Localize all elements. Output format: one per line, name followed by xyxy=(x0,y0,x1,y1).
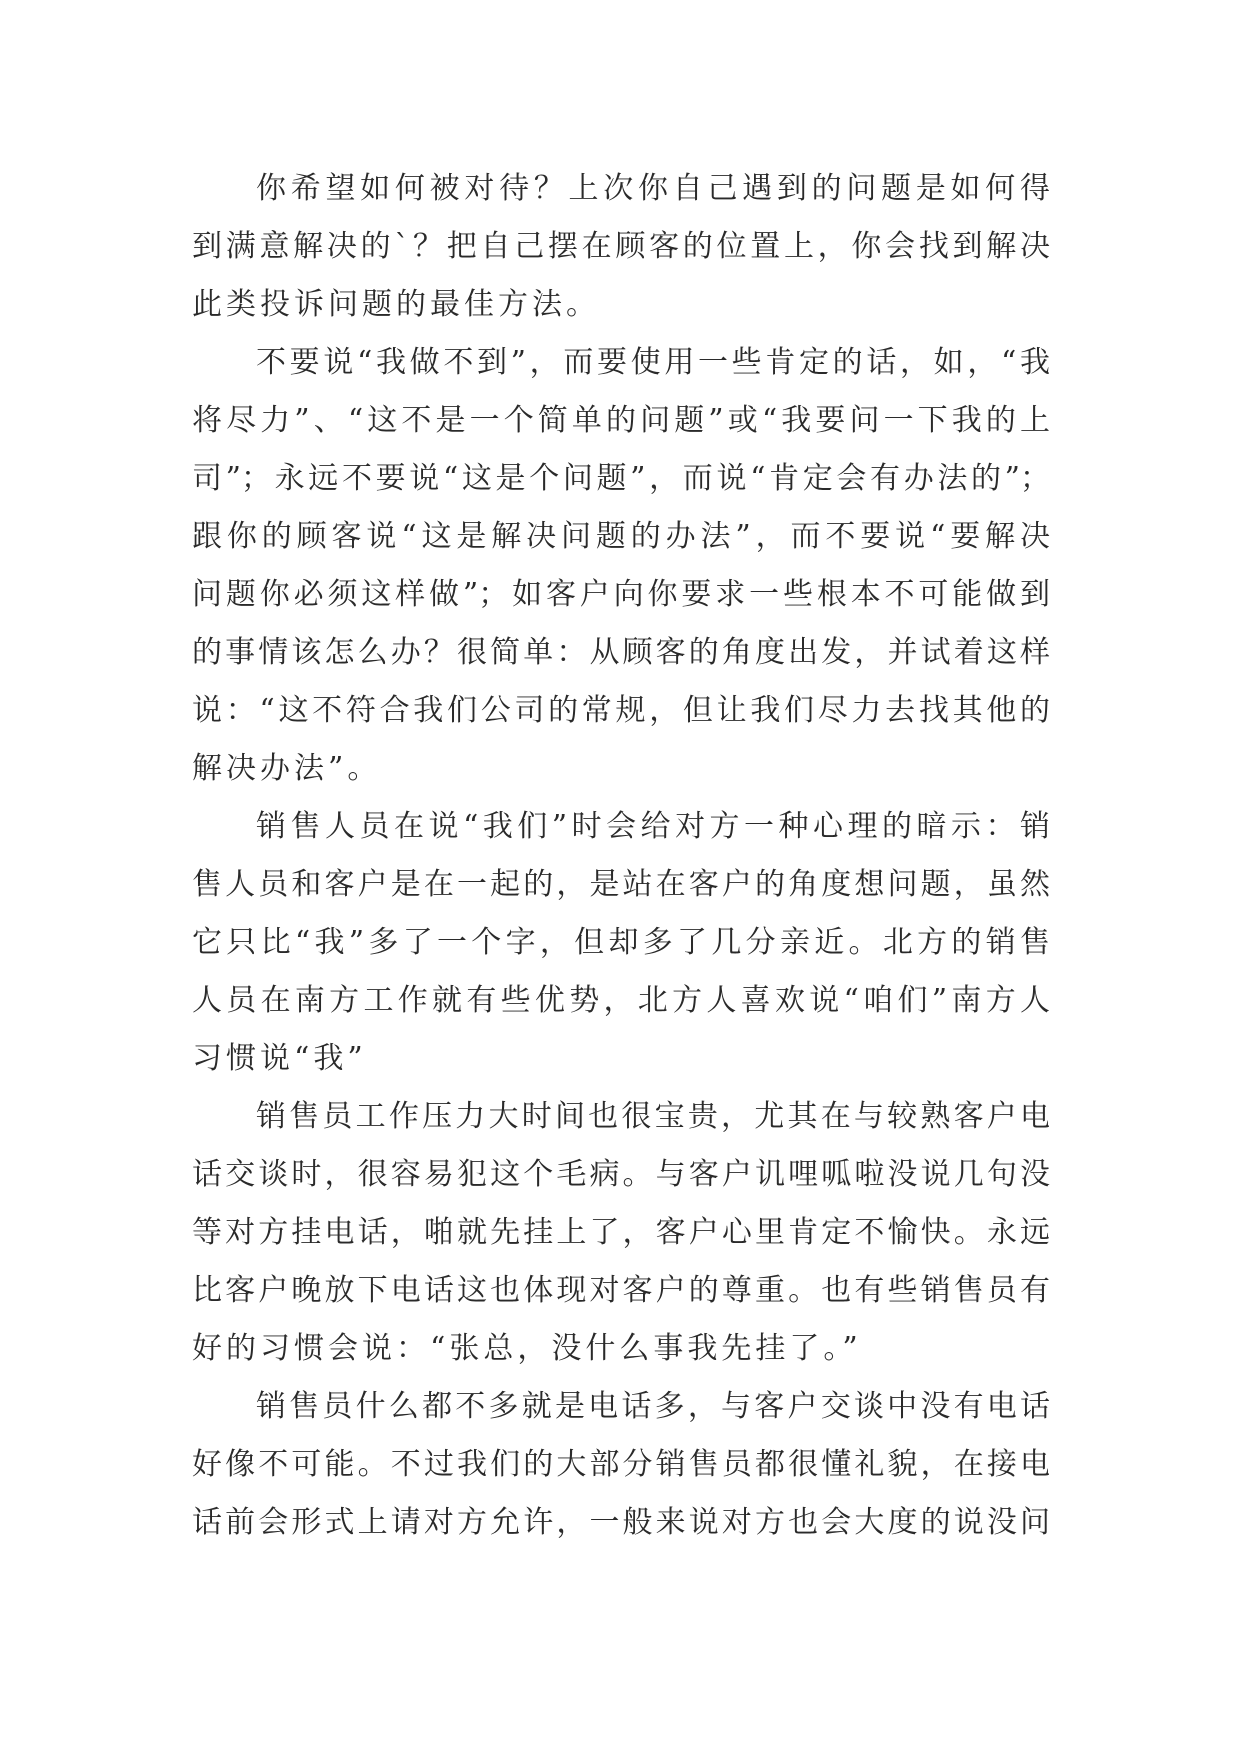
document-body xyxy=(192,160,1050,1552)
paragraph-1 xyxy=(192,160,1050,334)
text-line: 的事情该怎么办？很简单：从顾客的角度出发，并试着这样 xyxy=(192,635,1050,670)
text-line: 好的习惯会说：“张总，没什么事我先挂了。” xyxy=(192,1331,862,1366)
text-line: 销售员工作压力大时间也很宝贵，尤其在与较熟客户电 xyxy=(256,1099,1050,1134)
text-line: 人员在南方工作就有些优势，北方人喜欢说“咱们”南方人 xyxy=(192,983,1050,1018)
text-line: 问题你必须这样做”；如客户向你要求一些根本不可能做到 xyxy=(192,577,1050,612)
text-line: 司”；永远不要说“这是个问题”，而说“肯定会有办法的”； xyxy=(192,461,1050,496)
paragraph-4 xyxy=(192,1088,1050,1378)
text-line: 不要说“我做不到”，而要使用一些肯定的话，如，“我 xyxy=(256,345,1050,380)
paragraph-5 xyxy=(192,1378,1050,1552)
paragraph-2 xyxy=(192,334,1050,798)
text-line: 习惯说“我” xyxy=(192,1041,367,1076)
text-line: 话前会形式上请对方允许，一般来说对方也会大度的说没问 xyxy=(192,1505,1050,1540)
text-line: 等对方挂电话，啪就先挂上了，客户心里肯定不愉快。永远 xyxy=(192,1215,1050,1250)
text-line: 跟你的顾客说“这是解决问题的办法”，而不要说“要解决 xyxy=(192,519,1050,554)
text-line: 你希望如何被对待？上次你自己遇到的问题是如何得 xyxy=(256,171,1050,206)
text-line: 说：“这不符合我们公司的常规，但让我们尽力去找其他的 xyxy=(192,693,1050,728)
text-line: 销售人员在说“我们”时会给对方一种心理的暗示：销 xyxy=(256,809,1050,844)
text-line: 比客户晚放下电话这也体现对客户的尊重。也有些销售员有 xyxy=(192,1273,1050,1308)
text-line: 好像不可能。不过我们的大部分销售员都很懂礼貌，在接电 xyxy=(192,1447,1050,1482)
text-line: 售人员和客户是在一起的，是站在客户的角度想问题，虽然 xyxy=(192,867,1050,902)
text-line: 将尽力”、“这不是一个简单的问题”或“我要问一下我的上 xyxy=(192,403,1050,438)
text-line: 解决办法”。 xyxy=(192,751,382,786)
text-line: 话交谈时，很容易犯这个毛病。与客户讥哩呱啦没说几句没 xyxy=(192,1157,1050,1192)
text-line: 它只比“我”多了一个字，但却多了几分亲近。北方的销售 xyxy=(192,925,1050,960)
paragraph-3 xyxy=(192,798,1050,1088)
text-line: 到满意解决的`？把自己摆在顾客的位置上，你会找到解决 xyxy=(192,229,1050,264)
text-line: 此类投诉问题的最佳方法。 xyxy=(192,287,600,322)
text-line: 销售员什么都不多就是电话多，与客户交谈中没有电话 xyxy=(256,1389,1050,1424)
